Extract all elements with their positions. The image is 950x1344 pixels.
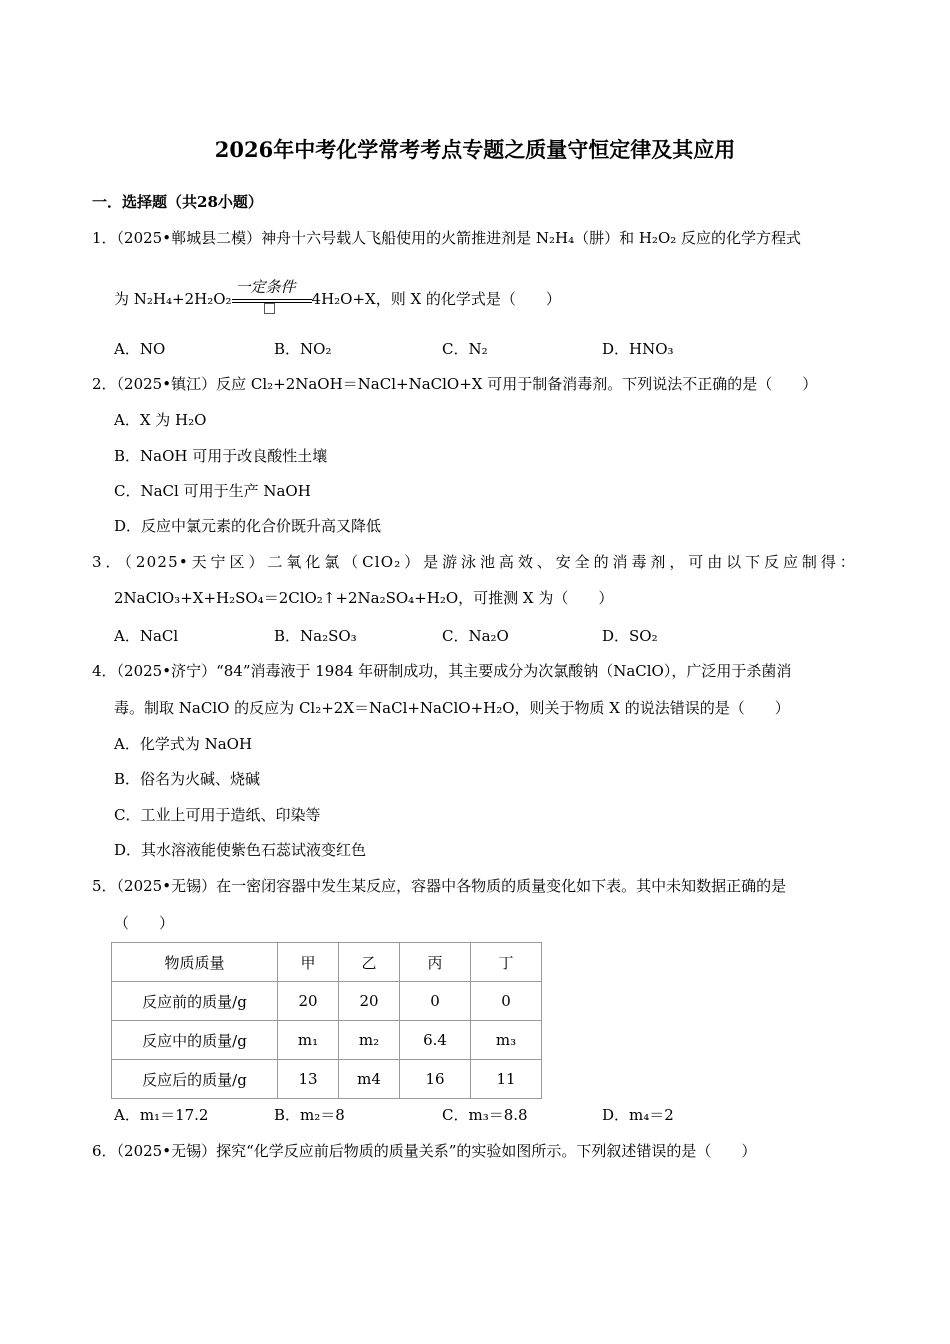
placeholder-box-icon: [264, 303, 275, 314]
option-d[interactable]: D．其水溶液能使紫色石蕊试液变红色: [114, 841, 367, 859]
option-a[interactable]: A．NaCl: [114, 627, 179, 645]
question-number: 1．: [92, 229, 117, 247]
question-number: 5．: [92, 877, 117, 895]
table-cell: 20: [339, 982, 400, 1021]
option-c[interactable]: C．NaCl 可用于生产 NaOH: [114, 482, 311, 500]
mass-table: [111, 942, 542, 1099]
table-cell: 16: [400, 1060, 471, 1099]
option-b[interactable]: B．Na₂SO₃: [274, 627, 357, 645]
table-header-cell: 物质质量: [112, 943, 278, 982]
table-cell: m₃: [471, 1021, 542, 1060]
question-text: （2025•无锡）探究“化学反应前后物质的质量关系”的实验如图所示。下列叙述错误的是（ ）: [116, 1142, 757, 1160]
question-3-line2: 2NaClO₃+X+H₂SO₄＝2ClO₂↑+2Na₂SO₄+H₂O，可推测 X 为（ ）: [114, 589, 614, 607]
question-text: （2025•无锡）在一密闭容器中发生某反应，容器中各物质的质量变化如下表。其中未知数据正确的是: [116, 877, 787, 895]
question-text: （2025•镇江）反应 Cl₂+2NaOH＝NaCl+NaClO+X 可用于制备消毒剂。下列说法不正确的是（ ）: [116, 375, 818, 393]
table-cell: m₂: [339, 1021, 400, 1060]
question-number: 4．: [92, 662, 117, 680]
reaction-condition-arrow: [232, 278, 312, 309]
option-a[interactable]: A．m₁＝17.2: [114, 1106, 209, 1124]
question-2: [92, 374, 817, 394]
table-cell: 反应中的质量/g: [112, 1021, 278, 1060]
table-row: [112, 1021, 542, 1060]
option-a[interactable]: A．化学式为 NaOH: [114, 735, 253, 753]
option-b[interactable]: B．NO₂: [274, 340, 332, 358]
table-cell: 0: [400, 982, 471, 1021]
table-header-cell: 乙: [339, 943, 400, 982]
question-number: 2．: [92, 375, 117, 393]
table-cell: 20: [278, 982, 339, 1021]
option-a[interactable]: A．X 为 H₂O: [114, 411, 207, 429]
question-4-line2: 毒。制取 NaClO 的反应为 Cl₂+2X＝NaCl+NaClO+H₂O，则关于物质 X 的说法错误的是（ ）: [114, 699, 790, 717]
option-b[interactable]: B．NaOH 可用于改良酸性土壤: [114, 447, 328, 465]
table-header-cell: 丙: [400, 943, 471, 982]
table-header-cell: 丁: [471, 943, 542, 982]
equation-right: 4H₂O+X，则 X 的化学式是（ ）: [311, 290, 561, 308]
option-c[interactable]: C．Na₂O: [442, 627, 509, 645]
table-cell: 0: [471, 982, 542, 1021]
question-text: （2025•济宁）“84”消毒液于 1984 年研制成功，其主要成分为次氯酸钠（NaClO），广泛用于杀菌消: [116, 662, 792, 680]
question-5: [92, 876, 786, 896]
table-cell: m₁: [278, 1021, 339, 1060]
reaction-condition: 一定条件: [235, 278, 296, 296]
table-cell: 反应后的质量/g: [112, 1060, 278, 1099]
table-row: [112, 1060, 542, 1099]
option-c[interactable]: C．工业上可用于造纸、印染等: [114, 806, 321, 824]
table-cell: 13: [278, 1060, 339, 1099]
table-cell: 反应前的质量/g: [112, 982, 278, 1021]
table-header-cell: 甲: [278, 943, 339, 982]
table-cell: 11: [471, 1060, 542, 1099]
option-b[interactable]: B．m₂＝8: [274, 1106, 345, 1124]
option-c[interactable]: C．m₃＝8.8: [442, 1106, 528, 1124]
option-c[interactable]: C．N₂: [442, 340, 488, 358]
table-cell: m4: [339, 1060, 400, 1099]
section-heading: 一．选择题（共28小题）: [92, 193, 263, 211]
question-number: 6．: [92, 1142, 117, 1160]
option-d[interactable]: D．反应中氯元素的化合价既升高又降低: [114, 517, 382, 535]
question-4: [92, 661, 791, 681]
table-row: [112, 982, 542, 1021]
page-title: 2026年中考化学常考考点专题之质量守恒定律及其应用: [214, 137, 736, 162]
option-d[interactable]: D．SO₂: [602, 627, 658, 645]
question-6: [92, 1141, 756, 1161]
question-1-equation: [114, 278, 561, 309]
option-d[interactable]: D．HNO₃: [602, 340, 674, 358]
option-b[interactable]: B．俗名为火碱、烧碱: [114, 770, 261, 788]
table-cell: 6.4: [400, 1021, 471, 1060]
option-a[interactable]: A．NO: [114, 340, 166, 358]
option-d[interactable]: D．m₄＝2: [602, 1106, 674, 1124]
table-header-row: [112, 943, 542, 982]
question-5-line2: （ ）: [114, 914, 175, 932]
question-text: 神舟十六号载人飞船使用的火箭推进剂是 N₂H₄（肼）和 H₂O₂ 反应的化学方程式: [261, 229, 802, 247]
question-3: 3．（2025•天宁区）二氧化氯（ClO₂）是游泳池高效、安全的消毒剂，可由以下反应制得：: [92, 553, 856, 571]
question-source: （2025•郸城县二模）: [116, 229, 262, 247]
equation-left: 为 N₂H₄+2H₂O₂: [114, 290, 232, 308]
question-1: [92, 228, 801, 248]
